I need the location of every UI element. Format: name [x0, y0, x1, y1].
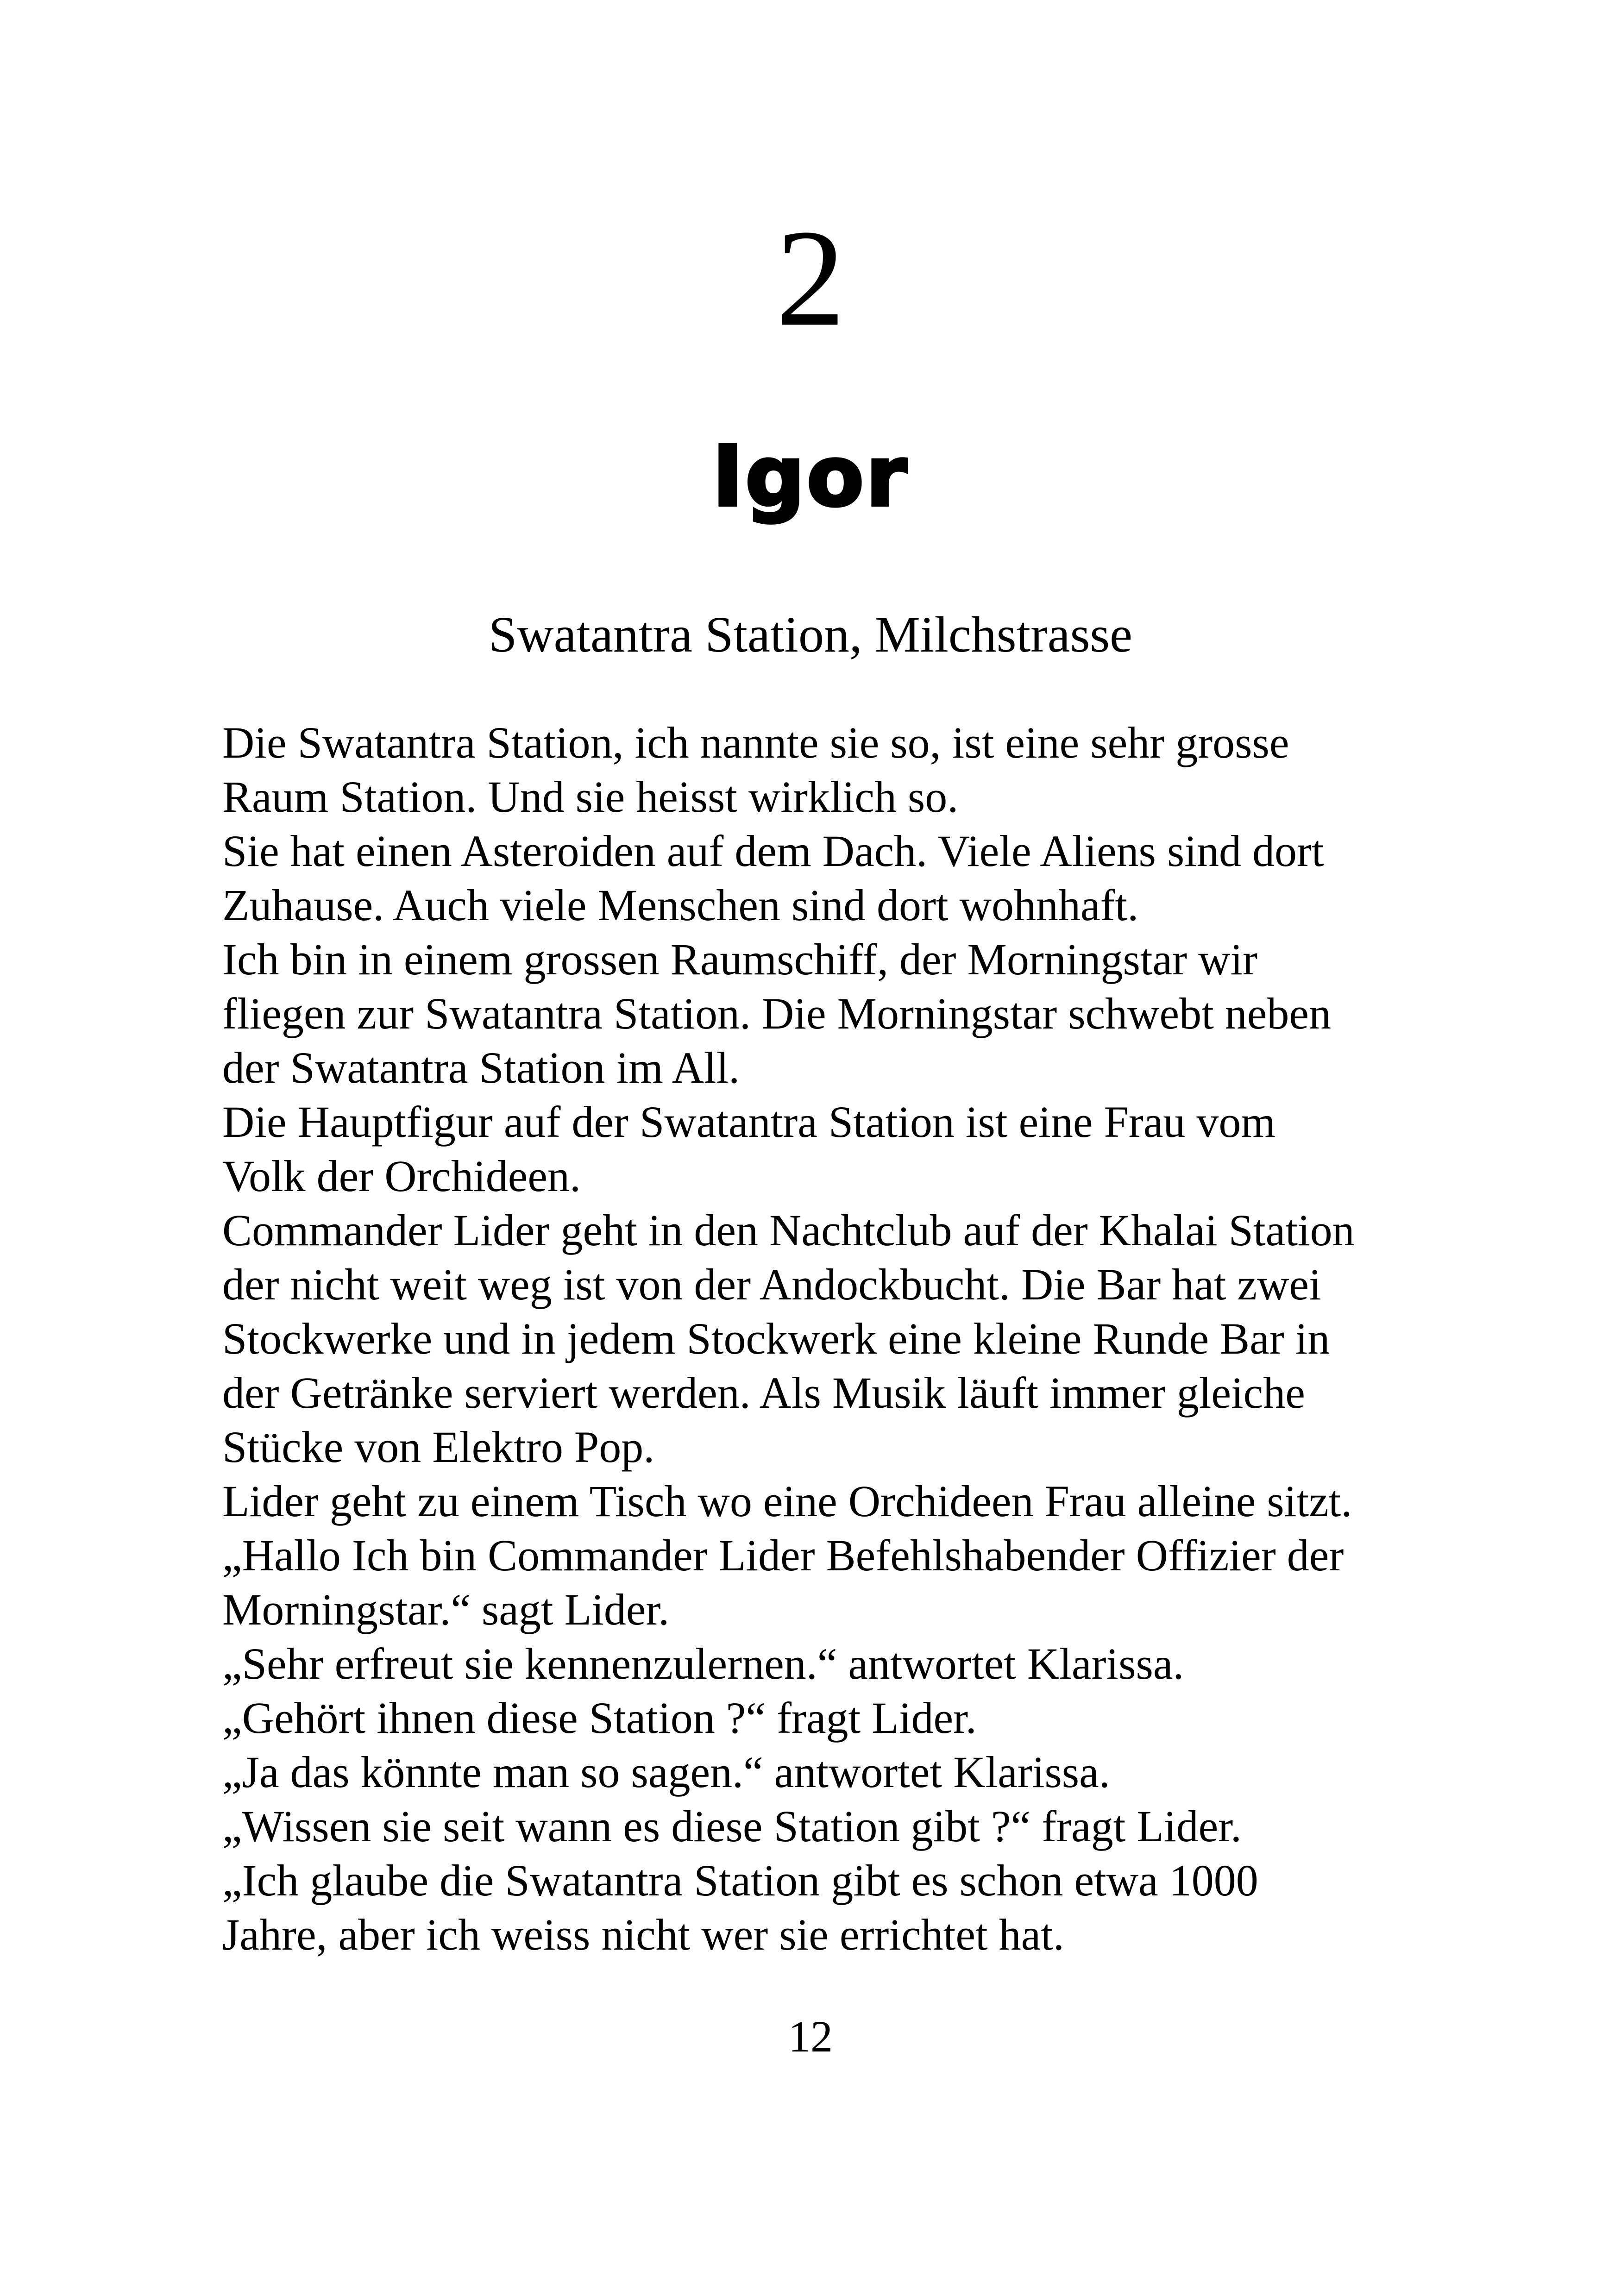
text-line: der nicht weit weg ist von der Andockbucht. Die Bar hat zwei: [222, 1260, 1321, 1309]
text-line: Ich bin in einem grossen Raumschiff, der Morningstar wir: [222, 935, 1258, 984]
text-line: der Getränke serviert werden. Als Musik läuft immer gleiche: [222, 1368, 1305, 1418]
text-line: Raum Station. Und sie heisst wirklich so.: [222, 772, 959, 822]
chapter-number: 2: [776, 201, 845, 355]
text-line: „Hallo Ich bin Commander Lider Befehlshabender Offizier der: [222, 1531, 1344, 1580]
text-line: Die Hauptfigur auf der Swatantra Station ist eine Frau vom: [222, 1097, 1276, 1147]
text-line: Commander Lider geht in den Nachtclub auf der Khalai Station: [222, 1205, 1355, 1255]
text-line: Sie hat einen Asteroiden auf dem Dach. Viele Aliens sind dort: [222, 826, 1324, 876]
text-line: Die Swatantra Station, ich nannte sie so, ist eine sehr grosse: [222, 718, 1289, 767]
text-line: „Sehr erfreut sie kennenzulernen.“ antwortet Klarissa.: [222, 1639, 1184, 1688]
text-line: „Gehört ihnen diese Station ?“ fragt Lider.: [222, 1693, 977, 1743]
text-line: Lider geht zu einem Tisch wo eine Orchideen Frau alleine sitzt.: [222, 1476, 1352, 1526]
chapter-location: Swatantra Station, Milchstrasse: [488, 606, 1133, 663]
text-line: der Swatantra Station im All.: [222, 1043, 740, 1092]
text-line: „Ja das könnte man so sagen.“ antwortet Klarissa.: [222, 1747, 1110, 1797]
text-line: „Ich glaube die Swatantra Station gibt es schon etwa 1000: [222, 1856, 1258, 1905]
text-line: Zuhause. Auch viele Menschen sind dort wohnhaft.: [222, 880, 1139, 930]
text-line: Stücke von Elektro Pop.: [222, 1422, 655, 1472]
chapter-title: Igor: [712, 428, 909, 525]
text-line: Jahre, aber ich weiss nicht wer sie errichtet hat.: [222, 1910, 1064, 1959]
body-text: [222, 715, 1436, 1962]
text-line: „Wissen sie seit wann es diese Station gibt ?“ fragt Lider.: [222, 1801, 1242, 1851]
text-line: Volk der Orchideen.: [222, 1151, 581, 1201]
text-line: Morningstar.“ sagt Lider.: [222, 1585, 670, 1634]
page-number: 12: [788, 2012, 833, 2061]
text-line: Stockwerke und in jedem Stockwerk eine kleine Runde Bar in: [222, 1314, 1330, 1363]
text-line: fliegen zur Swatantra Station. Die Morningstar schwebt neben: [222, 989, 1331, 1038]
